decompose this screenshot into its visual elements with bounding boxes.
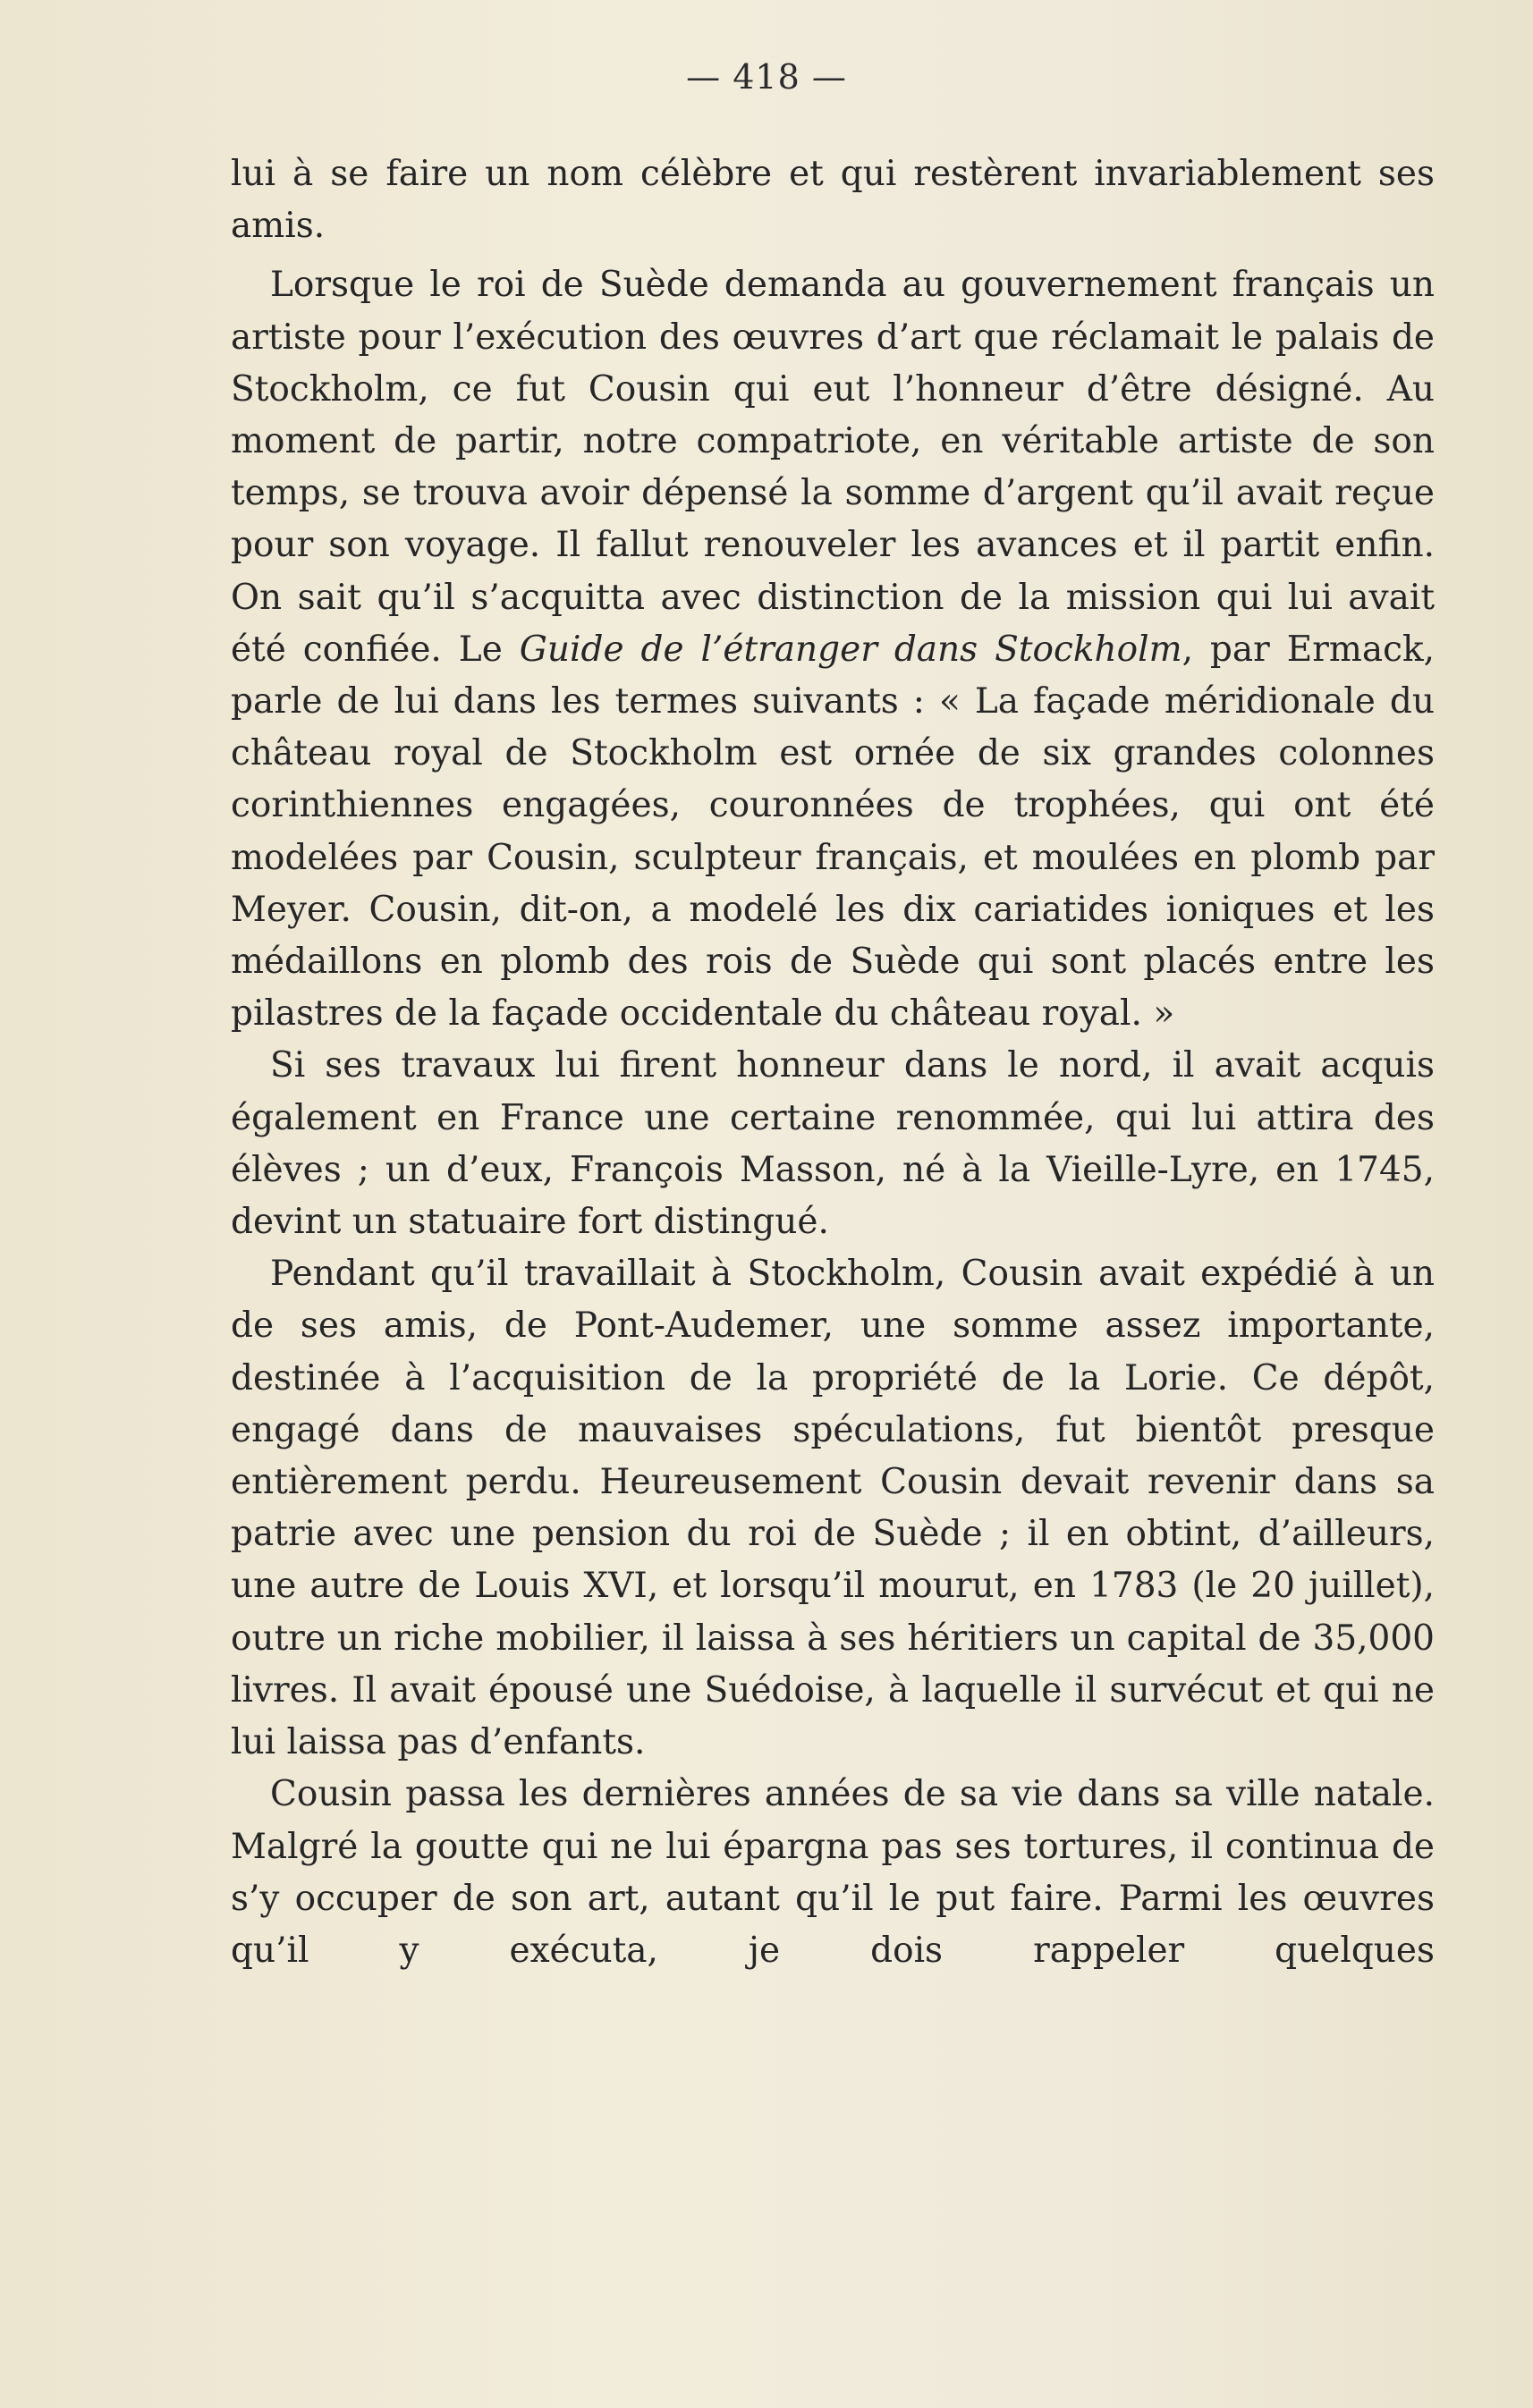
paragraph-text-before-title: Lorsque le roi de Suède demanda au gouvernement français un artiste pour l’exécution des œuvres d’art que réclamait le palais de Stockholm, ce fut Cousin qui eut l’honneur d’être désigné. Au moment de partir, notre compatriote, en véritable artiste de son temps, se trouva avoir dépensé la somme d’argent qu’il avait reçue pour son voyage. Il fallut renouveler les avances et il partit enfin. On sait qu’il s’acquitta avec distinction de la mission qui lui avait été confiée. Le bbox=[231, 265, 1435, 670]
guide-title-italic: Guide de l’étranger dans Stockholm bbox=[519, 629, 1182, 670]
paragraph-continuation: lui à se faire un nom célèbre et qui restèrent invariablement ses amis. bbox=[231, 154, 1435, 247]
paragraph-fortune: Pendant qu’il travaillait à Stockholm, Cousin avait expédié à un de ses amis, de Pont-Audemer, une somme assez importante, destinée à l’acquisition de la propriété de la Lorie. Ce dépôt, engagé dans de mauvaises spéculations, fut bientôt presque entièrement perdu. Heureusement Cousin devait revenir dans sa patrie avec une pension du roi de Suède ; il en obtint, d’ailleurs, une autre de Louis XVI, et lorsqu’il mourut, en 1783 (le 20 juillet), outre un riche mobilier, il laissa à ses héritiers un capital de 35,000 livres. Il avait épousé une Suédoise, à laquelle il survécut et qui ne lui laissa pas d’enfants. bbox=[231, 1254, 1435, 1763]
paragraph-stockholm-commission bbox=[231, 259, 1435, 1040]
paragraph-text-after-title: , par Ermack, parle de lui dans les termes suivants : « La façade méridionale du château royal de Stockholm est ornée de six grandes colonnes corinthiennes engagées, couronnées de trophées, qui ont été modelées par Cousin, sculpteur français, et moulées en plomb par Meyer. Cousin, dit-on, a modelé les dix cariatides ioniques et les médaillons en plomb des rois de Suède qui sont placés entre les pilastres de la façade occidentale du château royal. » bbox=[231, 629, 1435, 1035]
paragraph-students: Si ses travaux lui firent honneur dans le nord, il avait acquis également en France une certaine renommée, qui lui attira des élèves ; un d’eux, François Masson, né à la Vieille-Lyre, en 1745, devint un statuaire fort distingué. bbox=[231, 1045, 1435, 1243]
body-text bbox=[231, 148, 1435, 1977]
paragraph-last-years: Cousin passa les dernières années de sa vie dans sa ville natale. Malgré la goutte qui ne lui épargna pas ses tortures, il continua de s’y occuper de son art, autant qu’il le put faire. Parmi les œuvres qu’il y exécuta, je dois rappeler quelques bbox=[231, 1774, 1435, 1971]
paragraph-gap bbox=[231, 252, 1435, 259]
page-number: — 418 — bbox=[686, 57, 847, 97]
